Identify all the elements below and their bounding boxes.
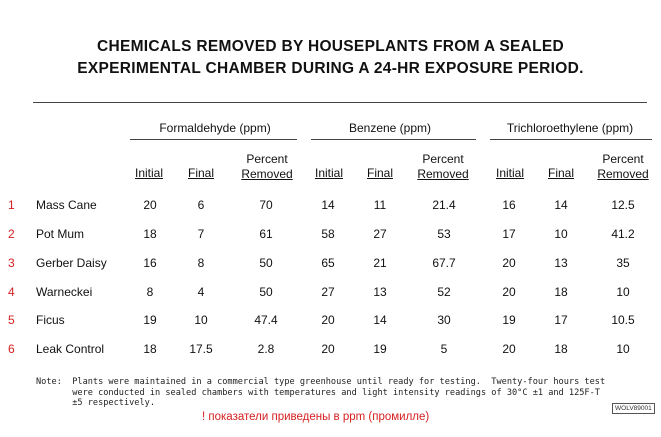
document-code: WOLV89001	[612, 403, 655, 414]
table-cell: 17.5	[189, 342, 213, 356]
note-line-3: ±5 respectively.	[36, 398, 155, 408]
note	[36, 377, 605, 409]
table-cell: 41.2	[611, 227, 635, 241]
table-cell: 21	[373, 256, 387, 270]
table-cell: 20	[143, 198, 157, 212]
group-trichloroethylene-line	[490, 139, 652, 140]
row-number: 2	[8, 227, 15, 241]
table-cell: 20	[502, 342, 516, 356]
col-header-final-1: Final	[187, 166, 214, 180]
table-cell: 67.7	[432, 256, 456, 270]
col-header-final-2: Final	[366, 166, 393, 180]
table-cell: 17	[502, 227, 516, 241]
row-label: Pot Mum	[36, 227, 85, 241]
table-cell: 50	[259, 285, 273, 299]
table-cell: 14	[554, 198, 568, 212]
table-cell: 47.4	[254, 313, 278, 327]
table-cell: 53	[437, 227, 451, 241]
table-cell: 14	[321, 198, 335, 212]
col-header-final-3: Final	[547, 166, 574, 180]
table-cell: 7	[197, 227, 205, 241]
table-cell: 58	[321, 227, 335, 241]
table-cell: 12.5	[611, 198, 635, 212]
group-benzene-line	[311, 139, 476, 140]
title-rule	[33, 102, 647, 103]
table-cell: 16	[502, 198, 516, 212]
row-label: Warneckei	[36, 285, 93, 299]
table-cell: 20	[321, 313, 335, 327]
table-cell: 13	[554, 256, 568, 270]
row-number: 3	[8, 256, 15, 270]
table-cell: 18	[554, 285, 568, 299]
row-label: Mass Cane	[36, 198, 97, 212]
table-cell: 8	[146, 285, 154, 299]
table-cell: 6	[197, 198, 205, 212]
table-cell: 19	[502, 313, 516, 327]
table-cell: 65	[321, 256, 335, 270]
table-cell: 4	[197, 285, 205, 299]
table-cell: 5	[440, 342, 448, 356]
table-cell: 18	[143, 227, 157, 241]
table-cell: 19	[143, 313, 157, 327]
row-label: Ficus	[36, 313, 65, 327]
title-line-2: EXPERIMENTAL CHAMBER DURING A 24-HR EXPOSURE PERIOD.	[77, 60, 584, 77]
table-cell: 2.8	[257, 342, 275, 356]
row-number: 6	[8, 342, 15, 356]
table-cell: 35	[616, 256, 630, 270]
table-cell: 13	[373, 285, 387, 299]
col-header-percent-2: Percent Removed	[417, 152, 469, 181]
group-formaldehyde-line	[130, 139, 297, 140]
table-cell: 21.4	[432, 198, 456, 212]
note-line-1: Note: Plants were maintained in a commercial type greenhouse until ready for testing. Twenty-four hours test	[36, 377, 606, 387]
col-header-percent-1: Percent Removed	[241, 152, 293, 181]
table-cell: 17	[554, 313, 568, 327]
col-header-initial-1: Initial	[134, 166, 163, 180]
table-cell: 18	[554, 342, 568, 356]
row-number: 5	[8, 313, 15, 327]
table-cell: 10	[616, 285, 630, 299]
table-cell: 52	[437, 285, 451, 299]
table-cell: 10	[194, 313, 208, 327]
col-header-initial-3: Initial	[495, 166, 524, 180]
table-cell: 70	[259, 198, 273, 212]
table-cell: 27	[373, 227, 387, 241]
table-cell: 20	[321, 342, 335, 356]
title-line-1: CHEMICALS REMOVED BY HOUSEPLANTS FROM A SEALED	[96, 38, 565, 55]
table-cell: 16	[143, 256, 157, 270]
table-cell: 27	[321, 285, 335, 299]
table-cell: 50	[259, 256, 273, 270]
table-cell: 18	[143, 342, 157, 356]
group-formaldehyde: Formaldehyde (ppm)	[159, 121, 271, 135]
table-title	[0, 36, 661, 80]
table-cell: 10	[616, 342, 630, 356]
row-number: 1	[8, 198, 15, 212]
ppm-annotation: ! показатели приведены в ppm (промилле)	[202, 411, 430, 423]
table-cell: 8	[197, 256, 205, 270]
table-cell: 10.5	[611, 313, 635, 327]
table-cell: 61	[259, 227, 273, 241]
table-cell: 20	[502, 285, 516, 299]
row-number: 4	[8, 285, 15, 299]
col-header-percent-3: Percent Removed	[597, 152, 649, 181]
table-cell: 20	[502, 256, 516, 270]
table-cell: 11	[373, 198, 387, 212]
group-trichloroethylene: Trichloroethylene (ppm)	[506, 121, 634, 135]
col-header-initial-2: Initial	[314, 166, 343, 180]
group-benzene: Benzene (ppm)	[348, 121, 432, 135]
table-cell: 14	[373, 313, 387, 327]
note-line-2: were conducted in sealed chambers with temperatures and light intensity readings of 30°C ±1 and 125F-T	[36, 387, 600, 398]
table-cell: 10	[554, 227, 568, 241]
row-label: Leak Control	[36, 342, 105, 356]
table-cell: 30	[437, 313, 451, 327]
row-label: Gerber Daisy	[36, 256, 107, 270]
table-cell: 19	[373, 342, 387, 356]
